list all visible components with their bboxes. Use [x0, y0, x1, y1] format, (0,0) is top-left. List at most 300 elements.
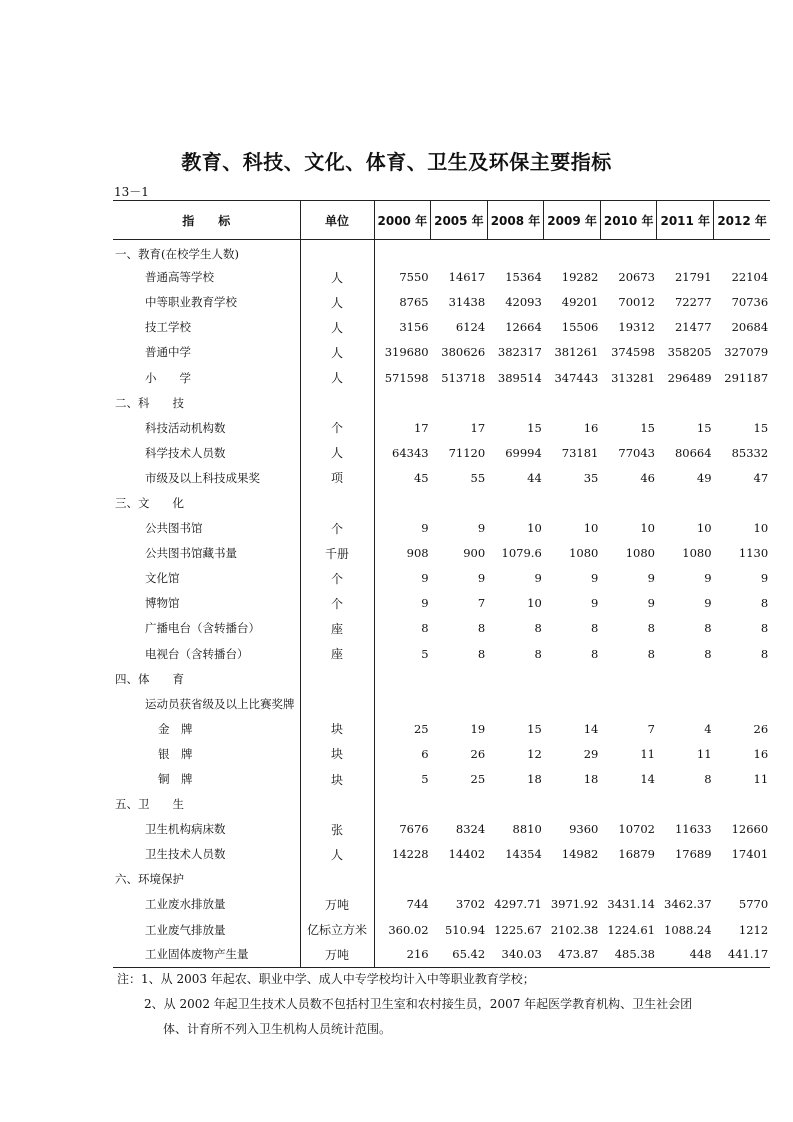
row-label: 六、环境保护: [115, 872, 184, 887]
value-cell: 45: [413, 470, 429, 485]
value-cell: 8: [760, 646, 769, 661]
value-cell: 358205: [667, 345, 712, 360]
value-cell: 14: [640, 772, 655, 787]
value-cell: 9: [477, 521, 486, 536]
value-cell: 7: [647, 721, 655, 736]
section-row: [113, 666, 770, 691]
value-cell: 20673: [618, 270, 655, 285]
value-cell: 16879: [618, 847, 655, 862]
row-unit: [300, 490, 374, 515]
row-label: 铜 牌: [158, 772, 193, 787]
value-cell: [600, 390, 657, 415]
value-cell: 1088.24: [664, 922, 712, 937]
value-cell: 72277: [674, 295, 712, 310]
header-unit: 单位: [300, 201, 374, 240]
value-cell: 25: [413, 721, 429, 736]
value-cell: 8: [760, 621, 769, 636]
row-label: 博物馆: [145, 596, 180, 611]
row-label: 技工学校: [145, 320, 191, 335]
value-cell: [487, 691, 544, 716]
value-cell: 3462.37: [664, 897, 712, 912]
value-cell: 9: [421, 571, 429, 586]
row-unit: 万吨: [300, 892, 374, 917]
value-cell: [714, 390, 771, 415]
value-cell: [431, 390, 488, 415]
value-cell: 9: [704, 571, 712, 586]
table-row: [113, 817, 770, 842]
value-cell: 8: [534, 646, 542, 661]
row-unit: [300, 792, 374, 817]
value-cell: [657, 490, 714, 515]
value-cell: [544, 691, 601, 716]
row-label: 工业废水排放量: [145, 897, 226, 912]
page-title: 教育、科技、文化、体育、卫生及环保主要指标: [181, 150, 612, 174]
value-cell: 291187: [724, 370, 769, 385]
value-cell: 1212: [738, 922, 769, 937]
value-cell: 9: [421, 596, 429, 611]
row-label: 公共图书馆藏书量: [145, 546, 237, 561]
value-cell: 16: [583, 420, 599, 435]
value-cell: 9: [647, 596, 655, 611]
section-row: [113, 240, 770, 265]
value-cell: 20684: [731, 320, 769, 335]
value-cell: [374, 867, 431, 892]
value-cell: [374, 691, 431, 716]
table-header-row: [113, 201, 770, 240]
table-row: [113, 942, 770, 967]
row-unit: 万吨: [300, 942, 374, 967]
row-label: 普通中学: [145, 345, 191, 360]
table-row: [113, 641, 770, 666]
row-label: 卫生技术人员数: [145, 847, 226, 862]
value-cell: 69994: [505, 445, 542, 460]
value-cell: 17401: [731, 847, 769, 862]
value-cell: 8: [647, 646, 655, 661]
value-cell: [600, 666, 657, 691]
header-year: 2012 年: [714, 201, 771, 240]
value-cell: [431, 666, 488, 691]
value-cell: 347443: [554, 370, 599, 385]
value-cell: 14354: [505, 847, 542, 862]
value-cell: [600, 240, 657, 265]
value-cell: 513718: [441, 370, 486, 385]
value-cell: 1080: [625, 546, 655, 561]
header-year: 2005 年: [431, 201, 488, 240]
value-cell: 3431.14: [607, 897, 655, 912]
value-cell: [544, 240, 601, 265]
value-cell: 5: [421, 772, 429, 787]
value-cell: 389514: [497, 370, 542, 385]
row-unit: [300, 867, 374, 892]
value-cell: 21791: [674, 270, 712, 285]
row-unit: 人: [300, 340, 374, 365]
value-cell: [374, 792, 431, 817]
value-cell: 70012: [618, 295, 655, 310]
value-cell: 12664: [505, 320, 542, 335]
value-cell: 71120: [448, 445, 486, 460]
value-cell: 10: [583, 521, 599, 536]
row-unit: 座: [300, 616, 374, 641]
row-unit: 人: [300, 365, 374, 390]
row-label: 科学技术人员数: [145, 445, 226, 460]
value-cell: 17: [413, 420, 429, 435]
value-cell: 8: [591, 621, 599, 636]
value-cell: 319680: [384, 345, 429, 360]
value-cell: [544, 490, 601, 515]
section-row: [113, 490, 770, 515]
value-cell: 9: [534, 571, 542, 586]
value-cell: 10702: [618, 822, 655, 837]
row-unit: 个: [300, 566, 374, 591]
value-cell: 9: [647, 571, 655, 586]
value-cell: [657, 867, 714, 892]
value-cell: 448: [657, 942, 714, 967]
value-cell: 15: [640, 420, 655, 435]
row-unit: 张: [300, 817, 374, 842]
value-cell: 15: [527, 721, 542, 736]
value-cell: [374, 490, 431, 515]
value-cell: [431, 240, 488, 265]
value-cell: 510.94: [444, 922, 486, 937]
value-cell: 15: [527, 420, 542, 435]
value-cell: [657, 240, 714, 265]
footnotes: [117, 967, 777, 1042]
value-cell: 8: [704, 621, 712, 636]
section-row: [113, 867, 770, 892]
table-row: [113, 616, 770, 641]
value-cell: [544, 390, 601, 415]
value-cell: [657, 390, 714, 415]
indicator-table: [113, 200, 770, 968]
value-cell: 485.38: [600, 942, 657, 967]
row-unit: 个: [300, 415, 374, 440]
value-cell: 47: [753, 470, 769, 485]
value-cell: 7: [477, 596, 486, 611]
row-label: 电视台（含转播台）: [145, 646, 249, 661]
value-cell: [657, 666, 714, 691]
value-cell: [374, 666, 431, 691]
value-cell: 8765: [399, 295, 429, 310]
value-cell: 9: [591, 596, 599, 611]
value-cell: [714, 666, 771, 691]
value-cell: [487, 390, 544, 415]
value-cell: 10: [527, 521, 542, 536]
section-row: [113, 390, 770, 415]
value-cell: 18: [527, 772, 542, 787]
value-cell: 42093: [505, 295, 542, 310]
value-cell: 7550: [399, 270, 429, 285]
footnote: 体、计育所不列入卫生机构人员统计范围。: [163, 1022, 392, 1036]
value-cell: [374, 390, 431, 415]
value-cell: 3971.92: [550, 897, 599, 912]
header-year: 2008 年: [487, 201, 544, 240]
row-label: 二、科 技: [115, 395, 184, 410]
table-row: [113, 691, 770, 716]
row-label: 小 学: [145, 370, 191, 385]
header-year: 2000 年: [374, 201, 431, 240]
row-label: 科技活动机构数: [145, 420, 226, 435]
value-cell: 8: [704, 646, 712, 661]
row-unit: 人: [300, 290, 374, 315]
value-cell: 360.02: [388, 922, 429, 937]
value-cell: 908: [406, 546, 429, 561]
row-unit: 块: [300, 741, 374, 766]
table-row: [113, 340, 770, 365]
value-cell: 4: [704, 721, 712, 736]
value-cell: 15: [753, 420, 769, 435]
value-cell: 8: [704, 772, 712, 787]
value-cell: 26: [470, 746, 486, 761]
value-cell: 10: [640, 521, 655, 536]
table-row: [113, 741, 770, 766]
value-cell: 14: [583, 721, 599, 736]
value-cell: 8: [647, 621, 655, 636]
value-cell: [487, 867, 544, 892]
value-cell: 216: [374, 942, 431, 967]
value-cell: 744: [406, 897, 429, 912]
value-cell: 10: [696, 521, 712, 536]
value-cell: 17689: [674, 847, 712, 862]
value-cell: 6124: [455, 320, 486, 335]
table-row: [113, 465, 770, 490]
value-cell: 12: [527, 746, 542, 761]
value-cell: 10: [753, 521, 769, 536]
header-year: 2009 年: [544, 201, 601, 240]
value-cell: 64343: [392, 445, 429, 460]
value-cell: 14228: [392, 847, 429, 862]
row-unit: 人: [300, 265, 374, 290]
value-cell: [544, 666, 601, 691]
table-row: [113, 265, 770, 290]
value-cell: [374, 240, 431, 265]
value-cell: 25: [470, 772, 486, 787]
value-cell: 6: [421, 746, 429, 761]
row-label: 文化馆: [145, 571, 180, 586]
table-row: [113, 365, 770, 390]
value-cell: [544, 792, 601, 817]
row-label: 市级及以上科技成果奖: [145, 470, 260, 485]
row-label: 公共图书馆: [145, 521, 203, 536]
value-cell: 29: [583, 746, 599, 761]
value-cell: [600, 792, 657, 817]
value-cell: 19282: [561, 270, 599, 285]
value-cell: 340.03: [487, 942, 544, 967]
row-label: 普通高等学校: [145, 270, 214, 285]
table-row: [113, 415, 770, 440]
footnote: 2、从 2002 年起卫生技术人员数不包括村卫生室和农村接生员，2007 年起医学教育机构、卫生社会团: [144, 997, 693, 1011]
table-row: [113, 440, 770, 465]
value-cell: 8: [477, 646, 486, 661]
value-cell: 8324: [455, 822, 486, 837]
value-cell: [714, 867, 771, 892]
value-cell: 1080: [569, 546, 599, 561]
value-cell: [657, 691, 714, 716]
value-cell: 19: [470, 721, 486, 736]
header-year: 2011 年: [657, 201, 714, 240]
row-unit: [300, 666, 374, 691]
row-label: 五、卫 生: [115, 797, 184, 812]
value-cell: 11633: [674, 822, 712, 837]
value-cell: 15: [696, 420, 712, 435]
value-cell: 8810: [512, 822, 542, 837]
row-label: 工业固体废物产生量: [113, 942, 300, 967]
value-cell: 382317: [497, 345, 542, 360]
row-label: 金 牌: [158, 721, 193, 736]
value-cell: 22104: [731, 270, 769, 285]
value-cell: 473.87: [544, 942, 601, 967]
value-cell: 380626: [441, 345, 486, 360]
value-cell: 77043: [618, 445, 655, 460]
value-cell: 85332: [731, 445, 769, 460]
row-unit: 座: [300, 641, 374, 666]
header-year: 2010 年: [600, 201, 657, 240]
value-cell: 11: [696, 746, 712, 761]
row-unit: 个: [300, 516, 374, 541]
row-unit: 人: [300, 315, 374, 340]
table-number: 13－1: [114, 185, 149, 199]
value-cell: 1225.67: [494, 922, 542, 937]
row-unit: [300, 240, 374, 265]
value-cell: 9: [591, 571, 599, 586]
value-cell: 14982: [561, 847, 599, 862]
value-cell: 3702: [455, 897, 486, 912]
table-row: [113, 766, 770, 791]
value-cell: 9: [477, 571, 486, 586]
value-cell: 1130: [738, 546, 769, 561]
value-cell: 3156: [399, 320, 429, 335]
value-cell: 46: [640, 470, 655, 485]
value-cell: 14402: [448, 847, 486, 862]
value-cell: 8: [591, 646, 599, 661]
value-cell: 49: [696, 470, 712, 485]
value-cell: 16: [753, 746, 769, 761]
value-cell: 296489: [667, 370, 712, 385]
value-cell: 327079: [724, 345, 769, 360]
table-row: [113, 842, 770, 867]
row-label: 卫生机构病床数: [145, 822, 226, 837]
row-unit: 块: [300, 766, 374, 791]
row-unit: 人: [300, 440, 374, 465]
value-cell: 2102.38: [550, 922, 599, 937]
row-label: 工业废气排放量: [145, 922, 226, 937]
value-cell: 441.17: [714, 942, 771, 967]
value-cell: 19312: [618, 320, 655, 335]
row-label: 广播电台（含转播台）: [145, 621, 260, 636]
value-cell: [714, 490, 771, 515]
value-cell: 7676: [399, 822, 429, 837]
table-row: [113, 516, 770, 541]
value-cell: 70736: [731, 295, 769, 310]
value-cell: 1080: [682, 546, 712, 561]
table-row: [113, 591, 770, 616]
value-cell: 80664: [674, 445, 712, 460]
value-cell: 21477: [674, 320, 712, 335]
value-cell: 313281: [611, 370, 655, 385]
value-cell: 900: [463, 546, 486, 561]
row-unit: 个: [300, 591, 374, 616]
value-cell: 8: [421, 621, 429, 636]
value-cell: 5770: [738, 897, 769, 912]
row-unit: 亿标立方米: [300, 917, 374, 942]
value-cell: 9360: [569, 822, 599, 837]
value-cell: 26: [753, 721, 769, 736]
value-cell: [714, 240, 771, 265]
header-indicator: 指 标: [113, 201, 300, 240]
value-cell: 1224.61: [607, 922, 655, 937]
value-cell: 44: [527, 470, 542, 485]
row-unit: [300, 390, 374, 415]
value-cell: [487, 490, 544, 515]
value-cell: 14617: [448, 270, 486, 285]
value-cell: [487, 666, 544, 691]
value-cell: [600, 867, 657, 892]
value-cell: [431, 490, 488, 515]
value-cell: 9: [704, 596, 712, 611]
value-cell: 11: [640, 746, 655, 761]
row-label: 运动员获省级及以上比赛奖牌: [145, 696, 295, 711]
value-cell: [657, 792, 714, 817]
table-body: [113, 240, 770, 968]
value-cell: 65.42: [431, 942, 488, 967]
table-row: [113, 566, 770, 591]
row-label: 一、教育(在校学生人数): [115, 247, 239, 262]
row-label: 银 牌: [158, 746, 193, 761]
value-cell: 11: [753, 772, 769, 787]
value-cell: 55: [470, 470, 486, 485]
value-cell: 15364: [505, 270, 542, 285]
row-label: 三、文 化: [115, 495, 184, 510]
value-cell: [431, 792, 488, 817]
value-cell: 73181: [561, 445, 599, 460]
value-cell: 15506: [561, 320, 599, 335]
row-label: 中等职业教育学校: [145, 295, 237, 310]
value-cell: 35: [583, 470, 599, 485]
table-row: [113, 917, 770, 942]
table-row: [113, 315, 770, 340]
value-cell: 374598: [611, 345, 655, 360]
row-unit: 项: [300, 465, 374, 490]
value-cell: [600, 490, 657, 515]
value-cell: 31438: [448, 295, 486, 310]
value-cell: 5: [421, 646, 429, 661]
row-unit: 人: [300, 842, 374, 867]
value-cell: 10: [527, 596, 542, 611]
value-cell: 4297.71: [494, 897, 542, 912]
value-cell: [714, 792, 771, 817]
row-unit: [300, 691, 374, 716]
value-cell: 12660: [731, 822, 769, 837]
footnote: 注：1、从 2003 年起农、职业中学、成人中专学校均计入中等职业教育学校；: [117, 972, 535, 986]
value-cell: [431, 691, 488, 716]
table-row: [113, 892, 770, 917]
table-row: [113, 541, 770, 566]
value-cell: 18: [583, 772, 599, 787]
value-cell: 381261: [554, 345, 599, 360]
value-cell: [600, 691, 657, 716]
value-cell: 9: [760, 571, 769, 586]
row-label: 四、体 育: [115, 671, 184, 686]
row-unit: 千册: [300, 541, 374, 566]
value-cell: [544, 867, 601, 892]
value-cell: 8: [534, 621, 542, 636]
value-cell: 571598: [384, 370, 429, 385]
value-cell: [487, 792, 544, 817]
value-cell: 8: [760, 596, 769, 611]
value-cell: 1079.6: [501, 546, 542, 561]
table-row: [113, 290, 770, 315]
section-row: [113, 792, 770, 817]
value-cell: [487, 240, 544, 265]
